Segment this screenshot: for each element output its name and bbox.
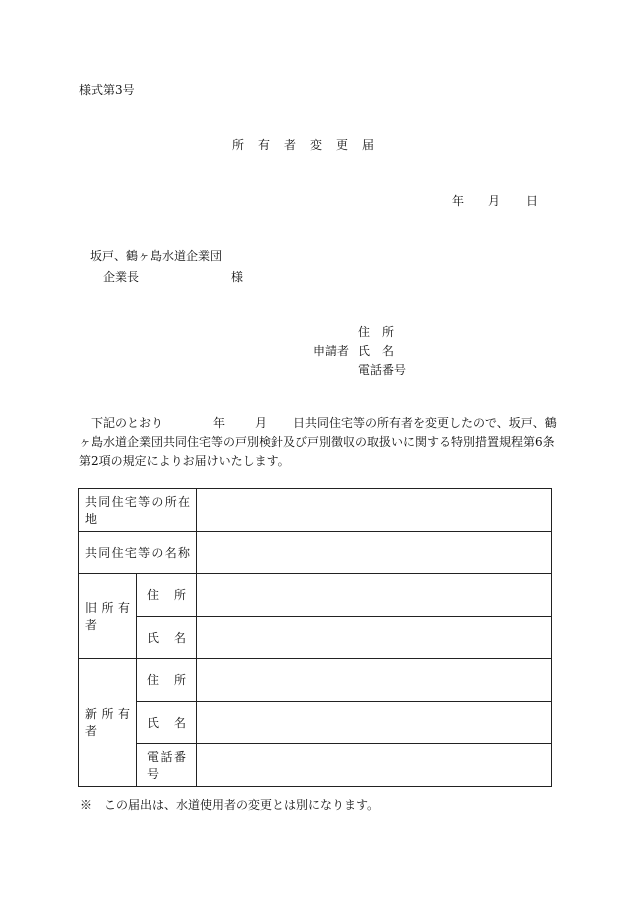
table-row bbox=[79, 659, 552, 702]
new-owner-label: 新所有者 bbox=[79, 659, 137, 787]
recipient-honorific: 様 bbox=[231, 270, 244, 284]
building-name-field[interactable] bbox=[197, 531, 552, 574]
applicant-name-label: 氏 名 bbox=[358, 344, 395, 358]
title-char: 更 bbox=[336, 138, 349, 152]
new-owner-name-field[interactable] bbox=[197, 701, 552, 744]
applicant-address-label: 住 所 bbox=[358, 325, 395, 339]
title-char: 届 bbox=[362, 138, 375, 152]
new-owner-phone-field[interactable] bbox=[197, 744, 552, 787]
body-year: 年 bbox=[213, 416, 226, 430]
date-year: 年 bbox=[452, 194, 465, 208]
old-owner-name-field[interactable] bbox=[197, 616, 552, 659]
applicant-phone-label: 電話番号 bbox=[358, 363, 407, 377]
old-owner-address-field[interactable] bbox=[197, 574, 552, 617]
new-owner-address-label: 住 所 bbox=[137, 659, 197, 702]
body-rest: 日共同住宅等の所有者を変更したので、坂戸、鶴ヶ島水道企業団共同住宅等の戸別検針及び戸別徴収の取扱いに関する特別措置規程第6条第2項の規定によりお届けいたします。 bbox=[79, 416, 557, 468]
table-row bbox=[79, 701, 552, 744]
title-char: 所 bbox=[232, 138, 245, 152]
location-label: 共同住宅等の所在地 bbox=[79, 489, 197, 532]
info-table bbox=[78, 488, 552, 787]
recipient-title: 企業長 bbox=[103, 270, 140, 284]
applicant-label: 申請者 bbox=[313, 344, 350, 358]
date-day: 日 bbox=[526, 194, 539, 208]
recipient-org: 坂戸、鶴ヶ島水道企業団 bbox=[90, 249, 223, 263]
title-char: 有 bbox=[258, 138, 271, 152]
date-month: 月 bbox=[488, 194, 501, 208]
footnote: ※ この届出は、水道使用者の変更とは別になります。 bbox=[80, 798, 380, 812]
old-owner-name-label: 氏 名 bbox=[137, 616, 197, 659]
body-paragraph bbox=[79, 414, 559, 471]
title-char: 者 bbox=[284, 138, 297, 152]
old-owner-label: 旧所有者 bbox=[79, 574, 137, 659]
new-owner-phone-label: 電話番号 bbox=[137, 744, 197, 787]
table-row bbox=[79, 574, 552, 617]
new-owner-name-label: 氏 名 bbox=[137, 701, 197, 744]
building-name-label: 共同住宅等の名称 bbox=[79, 531, 197, 574]
date-line bbox=[452, 192, 538, 209]
table-row bbox=[79, 616, 552, 659]
body-month: 月 bbox=[255, 416, 268, 430]
location-field[interactable] bbox=[197, 489, 552, 532]
table-row bbox=[79, 489, 552, 532]
table-row bbox=[79, 531, 552, 574]
old-owner-address-label: 住 所 bbox=[137, 574, 197, 617]
table-row bbox=[79, 744, 552, 787]
form-number: 様式第3号 bbox=[79, 83, 135, 97]
title-char: 変 bbox=[310, 138, 323, 152]
body-intro: 下記のとおり bbox=[91, 416, 164, 430]
new-owner-address-field[interactable] bbox=[197, 659, 552, 702]
document-title bbox=[232, 136, 388, 153]
